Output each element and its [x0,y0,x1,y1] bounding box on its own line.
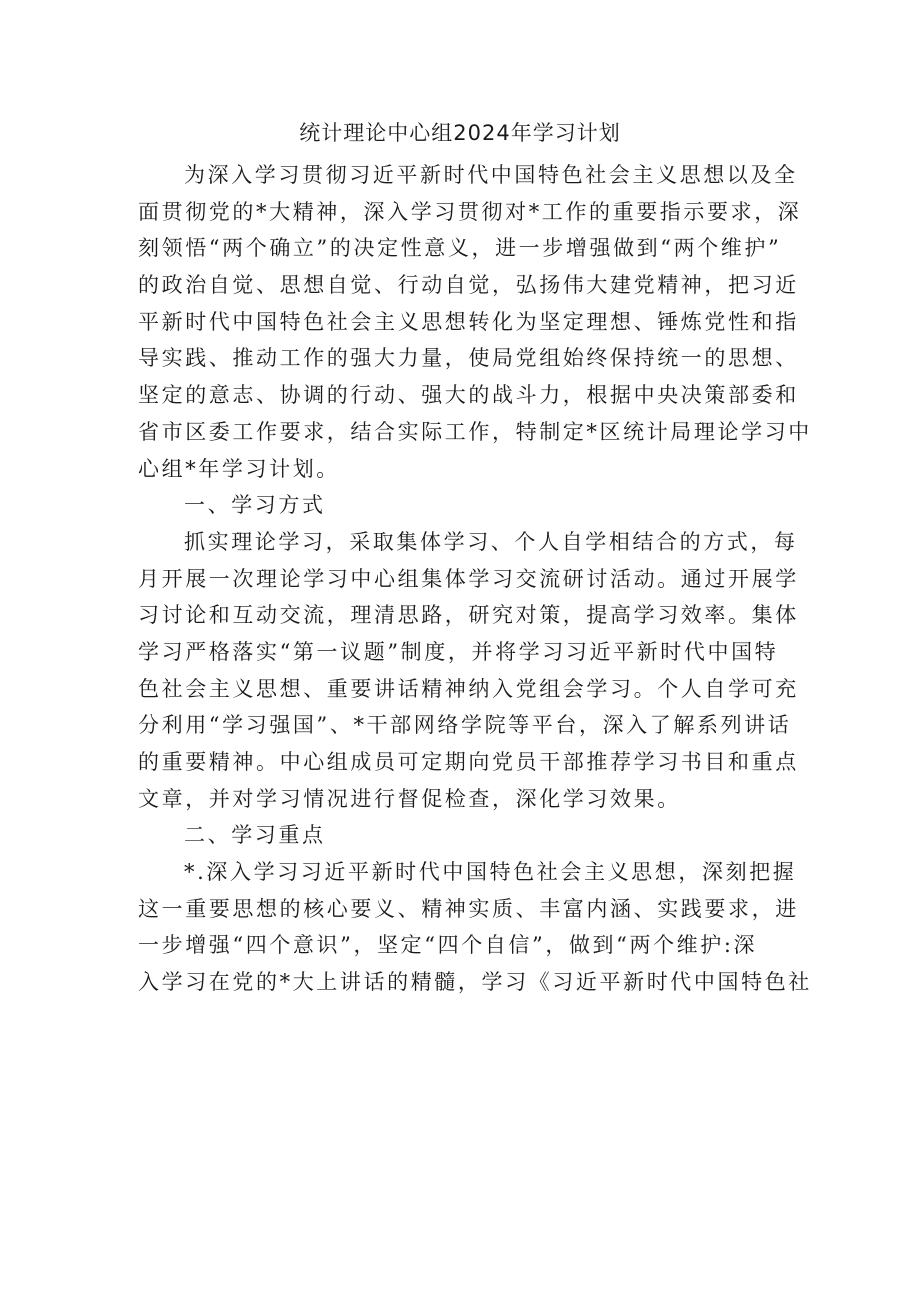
paragraph-line: 心组*年学习计划。 [138,456,340,481]
paragraph-line: 导实践、推动工作的强大力量，使局党组始终保持统一的思想、 [138,346,799,371]
section-heading: 一、学习方式 [184,493,326,518]
paragraph-line: 为深入学习贯彻习近平新时代中国特色社会主义思想以及全 [184,163,798,187]
paragraph-line: 平新时代中国特色社会主义思想转化为坚定理想、锤炼党性和指 [138,309,799,334]
paragraph-line: 刻领悟“两个确立”的决定性意义，进一步增强做到“两个维护” [138,236,782,261]
paragraph-line: 抓实理论学习，采取集体学习、个人自学相结合的方式，每 [184,529,798,554]
paragraph-line: *.深入学习习近平新时代中国特色社会主义思想，深刻把握 [184,860,797,885]
paragraph-line: 学习严格落实“第一议题”制度，并将学习习近平新时代中国特 [138,639,779,664]
paragraph-line: 的重要精神。中心组成员可定期向党员干部推荐学习书目和重点 [138,750,799,774]
document-body [138,157,812,1001]
document-title: 统计理论中心组2024年学习计划 [299,121,621,145]
paragraph-line: 坚定的意志、协调的行动、强大的战斗力，根据中央决策部委和 [138,383,799,408]
paragraph-line: 这一重要思想的核心要义、精神实质、丰富内涵、实践要求，进 [138,896,799,921]
paragraph-line: 入学习在党的*大上讲话的精髓，学习《习近平新时代中国特色社 [138,970,812,995]
paragraph-line: 月开展一次理论学习中心组集体学习交流研讨活动。通过开展学 [138,566,799,591]
paragraph-line: 习讨论和互动交流，理清思路，研究对策，提高学习效率。集体 [138,603,799,628]
paragraph-line: 色社会主义思想、重要讲话精神纳入党组会学习。个人自学可充 [138,676,799,701]
paragraph-line: 一步增强“四个意识”，坚定“四个自信”，做到“两个维护:深 [138,933,758,958]
paragraph-line: 的政治自觉、思想自觉、行动自觉，弘扬伟大建党精神，把习近 [138,273,799,298]
section-heading: 二、学习重点 [184,823,326,848]
paragraph-line: 分利用“学习强国”、*干部网络学院等平台，深入了解系列讲话 [138,713,792,738]
paragraph-line: 面贯彻党的*大精神，深入学习贯彻对*工作的重要指示要求，深 [138,199,802,224]
paragraph-line: 省市区委工作要求，结合实际工作，特制定*区统计局理论学习中 [138,419,812,444]
paragraph-line: 文章，并对学习情况进行督促检查，深化学习效果。 [138,786,681,811]
